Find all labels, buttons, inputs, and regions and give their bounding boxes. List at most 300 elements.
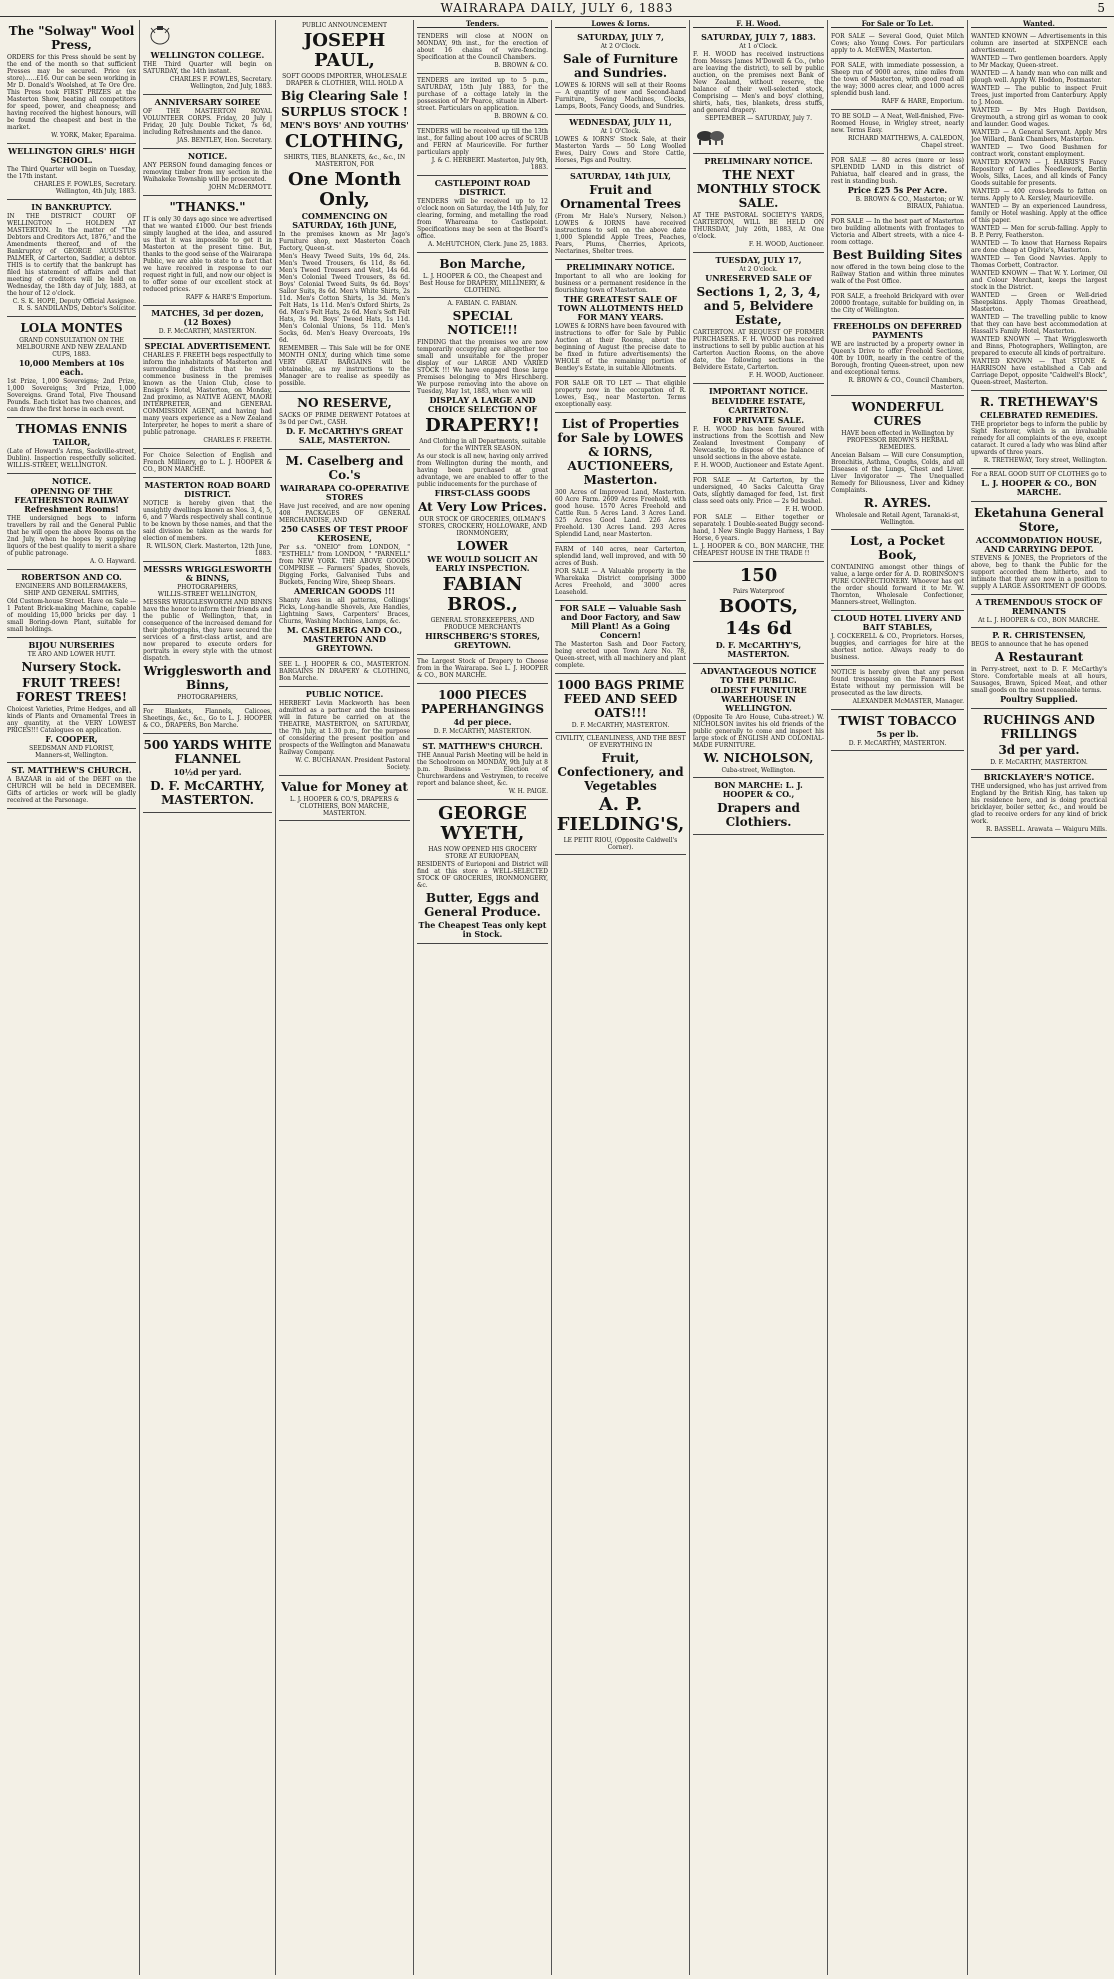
wood-sale-ad <box>693 30 824 154</box>
sections-body: CARTERTON. AT REQUEST OF FORMER PURCHASERS. F. H. WOOD has received instructions to sell by public auction at his Carterton Auction Rooms, on the above date, the following sections in the Belvidere Estate, Carterton. <box>693 329 824 371</box>
wed-title: WEDNESDAY, JULY 11, <box>569 117 672 127</box>
wyeth-ad <box>417 800 548 944</box>
boots-ad <box>693 562 824 664</box>
solway-body: ORDERS for this Press should be sent by the end of the month so that sufficient Presses may be secured. Price (ex store)......£16. Our can be seen working in Mr D. Donald's Woolshed, at Te Ore Ore. This Press took FIRST PRIZES at the Masterton Show, beating all competitors for speed, power, and cheapness; and having received the highest honours, will be found the cheapest and best in the market. <box>7 54 136 131</box>
pahiatua-ad <box>831 154 964 215</box>
suit-sub: L. J. HOOPER & CO., BON MARCHE. <box>981 478 1097 497</box>
wanted-13: WANTED — Ten Good Navvies. Apply to Thomas Corbett, Contractor. <box>971 255 1107 269</box>
restaurant-ad <box>971 628 1107 709</box>
wanted-18: WANTED KNOWN — That STONE & HARRISON have established a Cab and Carriage Depot, opposite "Caldwell's Block", Queen-street, Masterton. <box>971 358 1107 386</box>
remnants-title: A TREMENDOUS STOCK OF REMNANTS <box>975 597 1103 616</box>
fruit-trees-ad <box>555 169 686 260</box>
wwb2-title: Wrigglesworth and Binns, <box>143 664 272 692</box>
suit-ad <box>971 469 1107 502</box>
column-3 <box>276 20 414 1975</box>
yards-ad <box>143 734 272 813</box>
american-sign: M. CASELBERG AND CO., MASTERTON AND GREYTOWN. <box>286 625 403 653</box>
tender-1-sign: B. BROWN & CO. <box>494 62 548 69</box>
monthly-sub: AT THE PASTORAL SOCIETY'S YARDS, CARTERTON, WILL BE HELD ON THURSDAY, July 26th, 1883, At One o'clock. <box>693 212 824 240</box>
ayres-title: R. AYRES. <box>863 496 932 510</box>
wyeth-sub: HAS NOW OPENED HIS GROCERY STORE AT EURIOPEAN, <box>428 846 537 860</box>
paperhangings-title: 1000 PIECES PAPERHANGINGS <box>421 688 544 716</box>
run-ad <box>831 59 964 110</box>
paul-sub: SOFT GOODS IMPORTER, WHOLESALE DRAPER & CLOTHIER, WILL HOLD A <box>282 73 407 87</box>
trespass-sign: JOHN McDERMOTT. <box>208 184 272 191</box>
road-sign: R. WILSON, Clerk. Masterton, 12th June, 1883. <box>146 543 272 557</box>
wanted-7: WANTED — Two Good Bushmen for contract work, constant employment. <box>971 144 1107 158</box>
wood-prelim-title: PRELIMINARY NOTICE. <box>704 156 813 166</box>
caselberg-sub: WAIRARAPA CO-OPERATIVE STORES <box>279 483 409 502</box>
special-body: CHARLES F. FREETH begs respectfully to inform the inhabitants of Masterton and surrounding districts that he will commence business in the premises known as the Union Club, close to Ensign's Hotel, Masterton, on Monday, 2nd proximo, as NATIVE AGENT, MAORI INTERPRETER, and GENERAL COMMISSION AGENT, and having had many years experience as a New Zealand Interpreter, he hopes to merit a share of public patronage. <box>143 352 272 436</box>
wanted-4: WANTED — The public to inspect Fruit Trees, just imported from Canterbury. Apply to J. Moon. <box>971 85 1107 106</box>
fielding-ad <box>555 733 686 855</box>
suit-title: For a REAL GOOD SUIT OF CLOTHES go to <box>971 471 1107 478</box>
grocery-title: OUR STOCK OF GROCERIES, OILMAN'S STORES, CROCKERY, HOLLOWARE, AND IRONMONGERY, <box>418 516 547 537</box>
bon-title: Bon Marche, <box>439 257 526 271</box>
stock-sale-ad <box>555 115 686 169</box>
remember-body: REMEMBER — This Sale will be for ONE MONTH ONLY, during which time some VERY GREAT BARGAINS will be obtainable, as my instructions to the Manager are to realise as speedily as possible. <box>279 345 410 387</box>
unreserved-title: UNRESERVED SALE OF <box>705 273 812 283</box>
restaurant-title: A Restaurant <box>994 650 1084 664</box>
cooper-sub: SEEDSMAN AND FLORIST, <box>29 745 114 752</box>
tender-2-sign: B. BROWN & CO. <box>494 113 548 120</box>
furniture-sale-ad <box>555 30 686 115</box>
greatest-title: THE GREATEST SALE OF TOWN ALLOTMENTS HELD FOR MANY YEARS. <box>557 294 684 322</box>
pahiatua-sign: B. BROWN & CO., Masterton; or W. BIRAUX, Pahiatua. <box>855 196 964 210</box>
wanted-5: WANTED — By Mrs Hugh Davidson, Greymouth, a strong girl as woman to cook and launder. Good wages. <box>971 107 1107 128</box>
drapery-body: As our stock is all new, having only arrived from Wellington during the month, and having been purchased at great advantage, we are enabled to offer to the public inducements for the purchase of <box>417 453 548 488</box>
restaurant-body: in Perry-street, next to D. F. McCarthy's Store. Comfortable meals at all hours, Sausages, Brawn, Spiced Meat, and other small goods on the most reasonable terms. <box>971 666 1107 694</box>
civility-title: CIVILITY, CLEANLINESS, AND THE BEST OF EVERYTHING IN <box>555 735 686 749</box>
special-title: SPECIAL ADVERTISEMENT. <box>144 341 271 351</box>
tretheway-body: THE proprietor begs to inform the public by Sight Restorer, which is an invaluable remedy for all complaints of the eye, except cataract. It cured a lady who was blind after upwards of three years. <box>971 421 1107 456</box>
soiree-sign: JAS. BENTLEY, Hon. Secretary. <box>176 137 272 144</box>
tretheway-sub: CELEBRATED REMEDIES. <box>980 410 1098 420</box>
fabian-line: A. FABIAN. C. FABIAN. <box>447 300 518 307</box>
furniture-sale-body: LOWES & IORNS will sell at their Rooms — A quantity of new and Second-hand Furniture, Sewing Machines, Clocks, Lamps, Boots, Fancy Goods, and Sundries. <box>555 82 686 110</box>
ennis-body: (Late of Howard's Arms, Sackville-street, Dublin). Inspection respectfully solicited. WILLIS-STREET, WELLINGTON. <box>7 448 136 469</box>
monthly-title: THE NEXT MONTHLY STOCK SALE. <box>696 168 821 210</box>
sections-title: Sections 1, 2, 3, 4, and 5, Belvidere Estate, <box>696 285 821 327</box>
wyeth-title: GEORGE WYETH, <box>438 803 527 844</box>
drapery-sub: And Clothing in all Departments, suitable for the WINTER SEASON. <box>419 438 546 452</box>
special-ad <box>143 339 272 449</box>
crest-icon <box>143 24 177 46</box>
paperhangings-sign: D. F. McCARTHY, MASTERTON. <box>433 728 532 735</box>
pahiatua-price: Price £25 5s Per Acre. <box>847 185 948 195</box>
prelim-title: PRELIMINARY NOTICE. <box>566 262 675 272</box>
paul-ad <box>279 20 410 392</box>
frillings-ad <box>971 709 1107 770</box>
american-title: AMERICAN GOODS !!! <box>293 586 396 596</box>
yards-sub: 10½d per yard. <box>173 767 242 777</box>
wanted-15: WANTED — Green or Well-dried Sheepskins. Apply Thomas Greathead, Masterton. <box>971 292 1107 313</box>
tender-3 <box>417 125 548 176</box>
college-title: WELLINGTON COLLEGE. <box>150 50 265 60</box>
properties-body: 300 Acres of Improved Land, Masterton. 60 Acre Farm. 2609 Acres Freehold, with good house. 1570 Acres Freehold and Cattle Run. 5 Acres Land. 3 Acres Land. 525 Acres Good Land. 226 Acres Freehold. 130 Acres Land. 293 Acres Splendid Land, near Masterton. <box>555 489 686 538</box>
value-ad <box>279 776 410 821</box>
bankruptcy-ad <box>7 200 136 317</box>
railway-title: NOTICE. <box>51 476 92 486</box>
eketahuna-title: Eketahuna General Store, <box>974 506 1104 534</box>
pahiatua-body: FOR SALE — 80 acres (more or less) SPLENDID LAND in this district of Pahiatua, half cleared and in grass, the rest in standing bush. <box>831 157 964 185</box>
clothing-list: SHIRTS, TIES, BLANKETS, &c., &c., IN MASTERTON, FOR <box>283 154 406 168</box>
cows-ad <box>831 30 964 59</box>
monthly-sign: F. H. WOOD, Auctioneer. <box>748 241 824 248</box>
remnants-sub: At L. J. HOOPER & CO., BON MARCHE. <box>978 617 1100 624</box>
display-title: DISPLAY A LARGE AND CHOICE SELECTION OF <box>427 395 538 414</box>
month-title: One Month Only, <box>288 169 401 210</box>
column-5 <box>552 20 690 1975</box>
boots-title: BOOTS, <box>719 596 798 617</box>
house-ad <box>831 110 964 154</box>
school-body: The Third Quarter will begin on Tuesday, the 17th instant. <box>7 166 136 180</box>
surplus-sub: MEN'S BOYS' AND YOUTHS' <box>280 120 409 130</box>
flannels-body: For Blankets, Flannels, Calicoes, Sheetings, &c., &c., Go to L. J. HOOPER & CO., DRAPERS, Bon Marche. <box>143 708 272 729</box>
cheap-title: The Cheapest Teas only kept in Stock. <box>418 920 547 939</box>
fabian-title: FABIAN BROS., <box>442 574 523 615</box>
lola-body: 1st Prize, 1,000 Sovereigns; 2nd Prize, 1,000 Sovereigns; 3rd Prize, 1,000 Sovereigns. Grand Total, Five Thousand Pounds. Each ticket has two chances, and can draw the first horse in each event. <box>7 378 136 413</box>
hooper-bargain-ad <box>279 658 410 687</box>
thanks-sign: RAFF & HARE'S Emporium. <box>185 294 272 301</box>
freeholds-body: WE are instructed by a property owner in Queen's Drive to offer Freehold Sections, 40ft by 100ft, nearly in the centre of the Borough, fronting Queen-street, upon new and exceptional terms. <box>831 341 964 376</box>
matches-title: MATCHES, 3d per dozen, (12 Boxes) <box>151 308 264 327</box>
eketahuna-body: STEVENS & JONES, the Proprietors of the above, beg to thank the Public for the support accorded them hitherto, and to intimate that they are now in a position to supply A LARGE ASSORTMENT OF GOODS. <box>971 555 1107 590</box>
christensen-title: P. R. CHRISTENSEN, <box>992 630 1086 640</box>
lola-prize: 10,000 Members at 10s each. <box>18 358 125 377</box>
mill-body: The Masterton Sash and Door Factory, being erected upon Town Acre No. 78, Queen-street, with all machinery and plant complete. <box>555 641 686 669</box>
frillings-title: RUCHINGS AND FRILLINGS <box>983 713 1095 741</box>
trespass2-sign: ALEXANDER McMASTER, Manager. <box>852 698 964 705</box>
mill-title: FOR SALE — Valuable Sash and Door Factory, and Saw Mill Plant! As a Going Concern! <box>559 603 682 640</box>
public-notice-ad <box>279 687 410 776</box>
fruit-body: Choicest Varieties, Prime Hedges, and all kinds of Plants and Ornamental Trees in any quantity, at the VERY LOWEST PRICES!!! Catalogues on application. <box>7 706 136 734</box>
railway-sub: OPENING OF THE FEATHERSTON RAILWAY Refreshment Rooms! <box>14 486 129 514</box>
soiree-body: OF THE MASTERTON ROYAL VOLUNTEER CORPS. Friday, 20 July | Friday, 20 July. Double Ticket, 7s 6d, including Refreshments and the dance. <box>143 108 272 136</box>
cooper-title: F. COOPER, <box>45 734 98 744</box>
trespass-title: NOTICE. <box>187 151 228 161</box>
properties-ad <box>555 413 686 543</box>
column-1 <box>4 20 140 1975</box>
wwb-body: MESSRS WRIGGLESWORTH AND BINNS have the honor to inform their friends and the public of Wellington, that, in consequence of the increased demand for their photographs, they have secured the services of a first-class artist, and are now prepared to execute orders for portraits in every style with the utmost dispatch. <box>143 599 272 662</box>
page-number: 5 <box>1097 1 1106 15</box>
prelim-ad <box>555 260 686 377</box>
paperhangings-ad <box>417 684 548 739</box>
frillings-sign: D. F. McCARTHY, MASTERTON. <box>990 759 1088 766</box>
trespass2-ad <box>831 666 964 710</box>
wanted-8: WANTED KNOWN — J. HARRIS'S Fancy Repository of Ladies Needlework, Berlin Wools, Silks, Laces, and all kinds of Fancy Goods suitable for presents. <box>971 159 1107 187</box>
pa-label: PUBLIC ANNOUNCEMENT <box>301 22 388 29</box>
noreserve-ad <box>279 392 410 450</box>
livery-title: CLOUD HOTEL LIVERY AND BAIT STABLES, <box>833 613 962 632</box>
sat-sub: At 2 O'Clock. <box>600 43 641 50</box>
boots-sign: D. F. McCARTHY'S, MASTERTON. <box>715 640 802 659</box>
special-sign: CHARLES F. FREETH. <box>203 437 272 444</box>
trespass-ad <box>143 149 272 196</box>
bankruptcy-body: IN THE DISTRICT COURT OF WELLINGTON — HOLDEN AT MASTERTON. In the matter of "The Debtors and Creditors Act, 1876," and the Amendments thereof, and of the Bankruptcy of GEORGE AUGUSTUS PALMER, of Carterton, Saddler, a debtor. THIS is to certify that the bankrupt has filed his statement of affairs and that meeting of creditors will be held on Wednesday, the 18th day of July, 1883, at the hour of 12 o'clock. <box>7 213 136 297</box>
column-2 <box>140 20 276 1975</box>
fruit-trees-body: (From Mr Hale's Nursery, Nelson.) LOWES & IORNS have received instructions to sell on the above date 1,000 Splendid Apple Trees, Peaches, Pears, Plums, Cherries, Apricots, Nectarines, Shelter trees. <box>555 213 686 255</box>
robertson-title: ROBERTSON AND CO. <box>21 572 122 582</box>
drapery-title: DRAPERY!! <box>425 415 540 436</box>
value-title: Value for Money at <box>281 780 408 794</box>
caselberg-ad <box>279 450 410 658</box>
forsale-ad <box>555 377 686 413</box>
prelim-body: Important to all who are looking for business or a permanent residence in the flourishing town of Masterton. <box>555 273 686 294</box>
paul-title: JOSEPH PAUL, <box>303 30 386 71</box>
wood-sat-body: F. H. WOOD has received instructions from Messrs James M'Dowell & Co., (who are leaving the district), to sell by public auction, on the premises next Bank of New Zealand, without reserve, the balance of their well-selected stock, Comprising — Men's and boys' clothing, shirts, hats, ties, blankets, dress stuffs, and general drapery. <box>693 51 824 114</box>
eketahuna-sub: ACCOMMODATION HOUSE, AND CARRYING DEPOT. <box>975 535 1103 554</box>
oats-ad <box>693 474 824 562</box>
month-body: In the premises known as Mr Jago's Furniture shop, next Masterton Coach Factory, Queen-st. <box>279 231 410 252</box>
lost-ad <box>831 530 964 611</box>
school-ad <box>7 144 136 200</box>
bags-title: 1000 BAGS PRIME FEED AND SEED OATS!!! <box>556 678 685 720</box>
castlepoint-body: TENDERS will be received up to 12 o'clock noon on Saturday, the 14th July, for clearing, forming, and metalling the road from Whareama to Castlepoint. Specifications may be seen at the Board's office. <box>417 198 548 240</box>
wwb-title: MESSRS WRIGGLESWORTH & BINNS, <box>143 564 272 583</box>
frillings-sub: 3d per yard. <box>998 743 1080 757</box>
lowes-label: Lowes & Iorns. <box>555 20 686 28</box>
church-body: A BAZAAR in aid of the DEBT on the CHURCH will be held in DECEMBER. Gifts of articles or work will be gladly received at the Parsonage. <box>7 776 136 804</box>
sections-sign: F. H. WOOD, Auctioneer. <box>748 372 824 379</box>
wwb-ad <box>143 562 272 705</box>
remnants-ad <box>971 595 1107 628</box>
bon-marche-sub: Drapers and Clothiers. <box>717 801 800 829</box>
column-8 <box>968 20 1110 1975</box>
railway-ad <box>7 474 136 570</box>
college-sign: CHARLES F. FOWLES, Secretary. Wellington, 2nd July, 1883. <box>169 76 272 90</box>
bon-marche-ad <box>693 778 824 835</box>
wwb2-sub: PHOTOGRAPHERS, <box>177 694 238 701</box>
run-sign: RAFF & HARE, Emporium. <box>881 98 964 105</box>
wyeth-body: RESIDENTS of Eurioponi and District will find at this store a WELL-SELECTED STOCK OF GROCERIES, IRONMONGERY, &c. <box>417 861 548 889</box>
fruit2-title: Fruit, Confectionery, and Vegetables <box>557 751 684 793</box>
sites-body: now offered in the town being close to the Railway Station and within three minutes walk of the Post Office. <box>831 264 964 285</box>
college-ad <box>143 20 272 95</box>
special-notice-body: FINDING that the premises we are now temporarily occupying are altogether too small and unsuitable for the proper display of our LARGE AND VARIED STOCK !!! We have engaged those large Premises belonging to Mrs Hirschberg. We purpose removing into the above on Tuesday, May 1st, 1883, when we will <box>417 339 548 395</box>
wanted-2: WANTED — Two gentlemen boarders. Apply to Mr Mackay, Queen-street. <box>971 55 1107 69</box>
wood-sat-sub: At 1 o'Clock. <box>739 43 778 50</box>
wanted-12: WANTED — To know that Harness Repairs are done cheap at Ogilvie's, Masterton. <box>971 240 1107 254</box>
stm-title: ST. MATTHEW'S CHURCH. <box>422 741 543 751</box>
wonderful-sub: HAVE been effected in Wellington by PROFESSOR BROWN'S HERBAL REMEDIES. <box>841 430 954 451</box>
tretheway-ad <box>971 391 1107 469</box>
hooper-bargain: SEE L. J. HOOPER & CO., MASTERTON. BARGAINS IN DRAPERY & CLOTHING, Bon Marche. <box>279 661 410 682</box>
cooper-addr: Manners-st, Wellington. <box>35 752 108 759</box>
wood-label: F. H. Wood. <box>693 20 824 28</box>
oats-sign: F. H. WOOD. <box>785 506 824 513</box>
fabian-sub: GENERAL STOREKEEPERS, AND PRODUCE MERCHANTS <box>430 617 535 631</box>
tretheway-sign: R. TRETHEWAY, Tory street, Wellington. <box>983 457 1107 464</box>
robertson-sub: ENGINEERS AND BOILERMAKERS, SHIP AND GENERAL SMITHS, <box>15 583 128 597</box>
stock-line: The Largest Stock of Drapery to Choose from in the Wairarapa. See L. J. HOOPER & CO., BON MARCHE. <box>417 658 548 679</box>
bijou-title: BIJOU NURSERIES <box>28 640 115 650</box>
american-body: Shanty Axes in all patterns, Collings' Picks, Long-handle Shovels, Axe Handles, Lightning Saws, Carpenters' Braces, Churns, Washing Machines, Lamps, &c. <box>279 597 410 625</box>
castlepoint-sign: A. McHUTCHON, Clerk. June 25, 1883. <box>428 241 548 248</box>
public-notice-sign: W. C. BUCHANAN. President Pastoral Society. <box>295 757 410 771</box>
brickyard-ad <box>831 290 964 319</box>
wanted-list <box>971 30 1107 391</box>
butter-title: Butter, Eggs and General Produce. <box>424 891 541 919</box>
church-ad <box>7 763 136 809</box>
price-list: Men's Heavy Tweed Suits, 19s 6d, 24s. Men's Tweed Trousers, 6s 11d, 8s 6d. Men's Tweed Trousers and Vest, 14s 6d. Men's Colonial Tweed Trousers, 8s 6d. Boys' Colonial Tweed Suits, 9s 6d. Boys' Sailor Suits, 8s 6d. Men's White Shirts, 2s 11d. Men's Cotton Shirts, 1s 3d. Men's Felt Hats, 1s 11d. Men's Oxford Shirts, 2s 6d. Men's Felt Hats, 2s 6d. Men's Soft Felt Hats, 3s 9d. Boys' Tweed Hats, 1s 11d. Men's Colonial Unions, 5s 11d. Men's Socks, 6d. Men's Heavy Overcoats, 19s 6d. <box>279 253 410 344</box>
boots-price: 14s 6d <box>725 618 792 639</box>
fielding-sub: LE PETIT RIOU, (Opposite Caldwell's Corner). <box>563 837 678 851</box>
run-body: FOR SALE, with immediate possession, a Sheep run of 9000 acres, nine miles from the town of Masterton, with good road all the way; 3000 acres clear, and 1000 acres splendid bush land. <box>831 62 964 97</box>
castlepoint-ad <box>417 176 548 253</box>
castlepoint-title: CASTLEPOINT ROAD DISTRICT. <box>434 178 531 197</box>
solway-ad <box>7 20 136 144</box>
poultry-title: Poultry Supplied. <box>1000 694 1078 704</box>
road-title: MASTERTON ROAD BOARD DISTRICT. <box>144 480 271 499</box>
boots-num: 150 <box>739 565 778 586</box>
nicholson-title: W. NICHOLSON, <box>703 751 814 765</box>
fielding-title: A. P. FIELDING'S, <box>556 794 685 835</box>
stm-body: THE Annual Parish Meeting will be held in the Schoolroom on MONDAY, 9th July at 8 p.m. Business — Election of Churchwardens and Vestrymen, to receive report and balance sheet, &c. <box>417 752 548 787</box>
bricklayer-title: BRICKLAYER'S NOTICE. <box>983 772 1095 782</box>
clearing-title: Big Clearing Sale ! <box>280 89 409 103</box>
bricklayer-ad <box>971 770 1107 838</box>
wanted-16: WANTED — The travelling public to know that they can have best accommodation at Hassall's Family Hotel, Masterton. <box>971 314 1107 335</box>
special-notice-title: SPECIAL NOTICE!!! <box>447 309 518 337</box>
column-6 <box>690 20 828 1975</box>
ennis-title: THOMAS ENNIS <box>15 422 128 436</box>
thanks-body: IT is only 30 days ago since we advertised that we wanted £1000. Our best friends simply laughed at the idea, and assured us that it was impossible to get it in Masterton at the present time. But, thanks to the good sense of the Wairarapa Public, we are able to state to a fact that we have received in response to our request right in full, and now our object is to offer some of our excellent stock at reduced prices. <box>143 216 272 293</box>
wanted-6: WANTED — A General Servant. Apply Mrs Joe Willard, Bank Chambers, Masterton. <box>971 129 1107 143</box>
lola-title: LOLA MONTES <box>20 321 123 335</box>
noreserve-title: NO RESERVE, <box>297 396 392 410</box>
month-sub: COMMENCING ON SATURDAY, 16th JUNE, <box>292 211 397 230</box>
tender-3-sign: J. & C. HERBERT. Masterton, July 9th, 1883. <box>431 157 548 171</box>
wanted-14: WANTED KNOWN — That W. Y. Lorimer, Oil and Colour Merchant, keeps the largest stock in the District. <box>971 270 1107 291</box>
bankruptcy-sign: C. S. K. HOPE, Deputy Official Assignee. R. S. SANDILANDS, Debtor's Solicitor. <box>12 298 136 312</box>
wanted-10: WANTED — By an experienced Laundress, family or Hotel washing. Apply at the office of this paper. <box>971 203 1107 224</box>
road-ad <box>143 478 272 562</box>
thanks-ad <box>143 196 272 306</box>
wonderful-body: Anceian Balsam — Will cure Consumption, Bronchitis, Asthma, Coughs, Colds, and all Diseases of the Lungs, Chest and Liver. Liver Invigorator — The Unequalled Remedy for Biliousness, Liver and Kidney Complaints. <box>831 452 964 494</box>
tenders-label: Tenders. <box>417 20 548 28</box>
caselberg-title: M. Caselberg and Co.'s <box>285 454 404 482</box>
wanted-9: WANTED — 400 cross-breds to fatten on terms. Apply to A. Kersley, Mauriceville. <box>971 188 1107 202</box>
tue-sub: At 2 O'clock. <box>739 266 778 273</box>
tender-2-body: TENDERS are invited up to 5 p.m., SATURDAY, 15th July 1883, for the purchase of a cottage lately in the possession of Mr Pearce, situate in Albert-street. Particulars on application. <box>417 77 548 112</box>
sites-ad <box>831 215 964 290</box>
greatest-body: LOWES & IORNS have been favoured with instructions to offer for Sale by Public Auction at their Rooms, about the beginning of August (the precise date to be fixed in future advertisements) the WHOLE of the remaining portion of Bentley's Estate, in suitable Allotments. <box>555 323 686 372</box>
oldest-title: OLDEST FURNITURE WAREHOUSE IN WELLINGTON. <box>710 685 807 713</box>
farm-ad <box>555 543 686 601</box>
twist-sub: 5s per lb. <box>876 729 919 739</box>
bijou-ad <box>7 638 136 763</box>
bankruptcy-title: IN BANKRUPTCY. <box>31 202 112 212</box>
wwb-addr: WILLIS-STREET WELLINGTON, <box>157 591 258 598</box>
robertson-body: Old Custom-house Street. Have on Sale — 1 Patent Brick-making Machine, capable of moulding 15,000 bricks per day. 1 small Boring-down Plant, suitable for small holdings. <box>7 598 136 633</box>
brickyard-body: FOR SALE, a freehold Brickyard with over 20000 frontage, suitable for building on, in the City of Wellington. <box>831 293 964 314</box>
bon-sub: L. J. HOOPER & CO., the Cheapest and Best House for DRAPERY, MILLINERY, & CLOTHING. <box>419 273 546 294</box>
matches-sign: D. F. McCARTHY, MASTERTON. <box>158 328 257 335</box>
house-sign: RICHARD MATTHEWS, A. CALEDON, Chapel street. <box>848 135 964 149</box>
fruit-title: FRUIT TREES! FOREST TREES! <box>16 676 127 704</box>
bon-ad <box>417 253 548 298</box>
public-notice-title: PUBLIC NOTICE. <box>305 689 384 699</box>
nicholson-sub: Cuba-street, Wellington. <box>721 767 796 774</box>
wwb-sub: PHOTOGRAPHERS, <box>177 584 238 591</box>
adv-title: ADVANTAGEOUS NOTICE TO THE PUBLIC. <box>700 666 817 685</box>
tender-1 <box>417 30 548 74</box>
private-sign: F. H. WOOD, Auctioneer and Estate Agent. <box>693 462 824 469</box>
yards-title: 500 YARDS WHITE FLANNEL <box>143 738 272 766</box>
goods-title: FIRST-CLASS GOODS <box>434 488 531 498</box>
tretheway-title: R. TRETHEWAY'S <box>979 395 1099 409</box>
boots-sub: Pairs Waterproof <box>732 588 785 595</box>
kerosene-title: 250 CASES OF TEST PROOF KEROSENE, <box>281 524 408 543</box>
cows-body: FOR SALE — Several Good, Quiet Milch Cows; also Young Cows. For particulars apply to A. McEWEN, Masterton. <box>831 33 964 54</box>
masthead <box>0 0 1114 17</box>
caselberg-body: Have just received, and are now opening 408 PACKAGES OF GENERAL MERCHANDISE, AND <box>279 503 410 524</box>
freeholds-title: FREEHOLDS ON DEFERRED PAYMENTS <box>833 321 962 340</box>
lost-title: Lost, a Pocket Book, <box>850 534 945 562</box>
tender-1-body: TENDERS will close at NOON on MONDAY, 9th inst., for the erection of about 16 chains of wire-fencing. Specification at the Council Chambers. <box>417 33 548 61</box>
forsale-body: FOR SALE OR TO LET — That eligible property now in the occupation of R. Lowes, Esq., near Masterton. Terms exceptionally easy. <box>555 380 686 408</box>
soiree-title: ANNIVERSARY SOIREE <box>154 97 261 107</box>
great-sale: D. F. McCARTHY'S GREAT SALE, MASTERTON. <box>285 426 403 445</box>
masthead-title: WAIRARAPA DAILY, JULY 6, 1883 <box>440 1 674 15</box>
goods-sub: At Very Low Prices. <box>418 500 547 514</box>
stock-sale-body: LOWES & IORNS' Stock Sale, at their Masterton Yards — 50 Long Woolled Ewes, Dairy Cows and Store Cattle, Horses, Pigs and Poultry. <box>555 136 686 164</box>
railway-body: THE undersigned begs to inform travellers by rail and the General Public that he will open the above Rooms on the 2nd July, when he hopes by supplying liquors of the best quality to merit a share of public patronage. <box>7 515 136 557</box>
fruit-trees-title: Fruit and Ornamental Trees <box>560 183 681 211</box>
millinery-body: For Choice Selection of English and French Millinery, go to L. J. HOOPER & CO., BON MARCHE. <box>143 452 272 473</box>
millinery-ad <box>143 449 272 478</box>
sat-title: SATURDAY, JULY 7, <box>577 32 664 42</box>
mill-ad <box>555 601 686 674</box>
belvidere-ad <box>693 384 824 474</box>
freeholds-ad <box>831 319 964 396</box>
livestock-icon <box>693 124 727 146</box>
bags-ad <box>555 674 686 733</box>
flannels-ad <box>143 705 272 734</box>
sites-title: Best Building Sites <box>832 248 963 262</box>
trespass2-body: NOTICE is hereby given that any person found trespassing on the Fanners Rest Estate without my permission will be prosecuted as the law directs. <box>831 669 964 697</box>
wonderful-title: WONDERFUL CURES <box>851 400 944 428</box>
important-title: IMPORTANT NOTICE. <box>708 386 809 396</box>
sites-pre: FOR SALE — In the best part of Masterton two building allotments with frontages to Victoria and Albert streets, with a nice 4-room cottage. <box>831 218 964 246</box>
ennis-ad <box>7 418 136 474</box>
solway-sign: W. YORK, Maker, Eparaima. <box>51 132 136 139</box>
fabian-special-ad <box>417 298 548 655</box>
twist-title: TWIST TOBACCO <box>838 714 957 728</box>
belvidere-title: BELVIDERE ESTATE, CARTERTON. <box>711 396 806 415</box>
paperhangings-sub: 4d per piece. <box>453 717 512 727</box>
livery-body: J. COCKERELL & CO., Proprietors. Horses, buggies, and carriages for hire at the shortest notice. Always ready to do business. <box>831 633 964 661</box>
private-title: FOR PRIVATE SALE. <box>712 415 805 425</box>
ennis-sub: TAILOR, <box>52 437 91 447</box>
house-body: TO BE SOLD — A Neat, Well-finished, Five-Roomed House, in Wrigley street, nearly new. Terms Easy. <box>831 113 964 134</box>
bijou-sub: TE ARO AND LOWER HUTT. <box>27 651 116 658</box>
oldest-body: (Opposite Te Aro House, Cuba-street.) W. NICHOLSON invites his old friends of the public generally to come and inspect his large stock of ENGLISH AND COLONIAL-MADE FURNITURE. <box>693 714 824 749</box>
trespass-body: ANY PERSON found damaging fences or removing timber from my section in the Waihakeke Township will be prosecuted. <box>143 162 272 183</box>
sept-title: SEPTEMBER — SATURDAY, July 7. <box>705 115 812 122</box>
ayres-sub: Wholesale and Retail Agent, Taranaki-st, Wellington. <box>835 512 960 526</box>
farm-body: FARM of 140 acres, near Carterton, splendid land, well improved, and with 50 acres of Bush. <box>555 546 686 567</box>
oats-body: FOR SALE — At Carterton, by the undersigned, 40 Sacks Calcutta Gray Oats, slightly damaged for feed, 1st. first class seed oats only. Price — 2s 9d bushel. <box>693 477 824 505</box>
valuable-body: FOR SALE — A Valuable property in the Wharekaka District comprising 3000 Acres Freehold, and 3000 acres Leasehold. <box>555 568 686 596</box>
tender-2 <box>417 74 548 125</box>
column-7 <box>828 20 968 1975</box>
value-sub: L. J. HOOPER & CO.'S, DRAPERS & CLOTHIERS, BON MARCHE, MASTERTON. <box>289 796 400 817</box>
twist-ad <box>831 710 964 751</box>
private-body: F. H. WOOD has been favoured with instructions from the Scottish and New Zealand Investment Company of Newcastle, to dispose of the balance of unsold sections in the above estate. <box>693 426 824 461</box>
fabian-addr: HIRSCHBERG'S STORES, GREYTOWN. <box>425 631 540 650</box>
